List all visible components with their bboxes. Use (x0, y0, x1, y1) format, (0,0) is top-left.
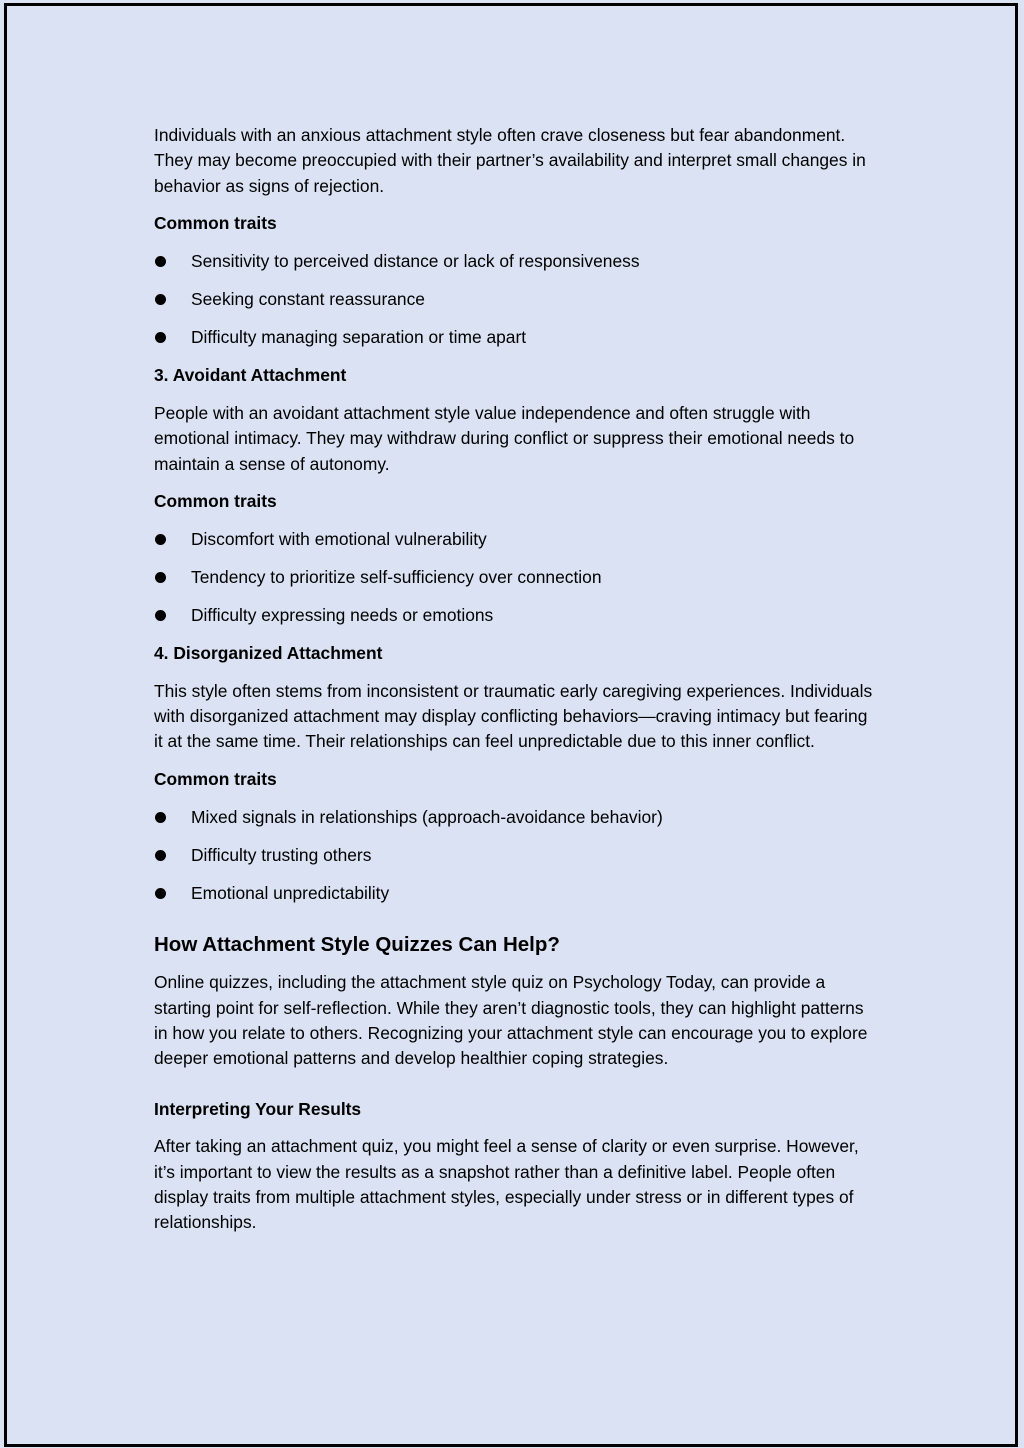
disorganized-intro: This style often stems from inconsistent or traumatic early caregiving experiences. Individuals with disorganized attachment may display conflicting behaviors—craving intimacy but fearing it at the same time. Their relationships can feel unpredictable due to this inner conflict. (154, 680, 873, 752)
bullet-icon (155, 812, 166, 823)
list-item-text: Mixed signals in relationships (approach-avoidance behavior) (191, 807, 663, 828)
list-item (154, 843, 874, 868)
bullet-icon (155, 256, 166, 267)
anxious-traits-label: Common traits (154, 213, 277, 234)
bullet-icon (155, 610, 166, 621)
bullet-icon (155, 888, 166, 899)
list-item (154, 565, 874, 590)
bullet-icon (155, 294, 166, 305)
anxious-traits-list (154, 249, 874, 350)
disorganized-traits-list (154, 805, 874, 906)
avoidant-intro: People with an avoidant attachment style value independence and often struggle with emotional intimacy. They may withdraw during conflict or suppress their emotional needs to maintain a sense of autonomy. (154, 402, 855, 474)
disorganized-heading: 4. Disorganized Attachment (154, 643, 383, 664)
disorganized-traits-label: Common traits (154, 769, 277, 790)
results-body: After taking an attachment quiz, you might feel a sense of clarity or even surprise. However, it’s important to view the results as a snapshot rather than a definitive label. People often display traits from multiple attachment styles, especially under stress or in different types of relationships. (154, 1136, 859, 1233)
list-item-text: Seeking constant reassurance (191, 289, 425, 310)
list-item (154, 881, 874, 906)
avoidant-traits-list (154, 527, 874, 628)
list-item (154, 325, 874, 350)
list-item-text: Difficulty expressing needs or emotions (191, 605, 494, 626)
quizzes-body: Online quizzes, including the attachment style quiz on Psychology Today, can provide a starting point for self-reflection. While they aren’t diagnostic tools, they can highlight patterns in how you relate to others. Recognizing your attachment style can encourage you to explore deeper emotional patterns and develop healthier coping strategies. (154, 972, 868, 1069)
list-item (154, 249, 874, 274)
bullet-icon (155, 572, 166, 583)
bullet-icon (155, 332, 166, 343)
list-item-text: Tendency to prioritize self-sufficiency over connection (191, 567, 602, 588)
list-item-text: Difficulty trusting others (191, 845, 372, 866)
list-item (154, 287, 874, 312)
list-item-text: Discomfort with emotional vulnerability (191, 529, 487, 550)
list-item (154, 527, 874, 552)
list-item-text: Sensitivity to perceived distance or lack of responsiveness (191, 251, 640, 272)
bullet-icon (155, 534, 166, 545)
avoidant-heading: 3. Avoidant Attachment (154, 365, 347, 386)
list-item (154, 603, 874, 628)
anxious-intro: Individuals with an anxious attachment style often crave closeness but fear abandonment. They may become preoccupied with their partner’s availability and interpret small changes in behavior as signs of rejection. (154, 125, 866, 196)
list-item (154, 805, 874, 830)
avoidant-traits-label: Common traits (154, 491, 277, 512)
list-item-text: Difficulty managing separation or time apart (191, 327, 527, 348)
list-item-text: Emotional unpredictability (191, 883, 390, 904)
results-heading: Interpreting Your Results (154, 1098, 362, 1119)
document-body (154, 123, 874, 1248)
bullet-icon (155, 850, 166, 861)
quizzes-heading: How Attachment Style Quizzes Can Help? (154, 933, 560, 957)
